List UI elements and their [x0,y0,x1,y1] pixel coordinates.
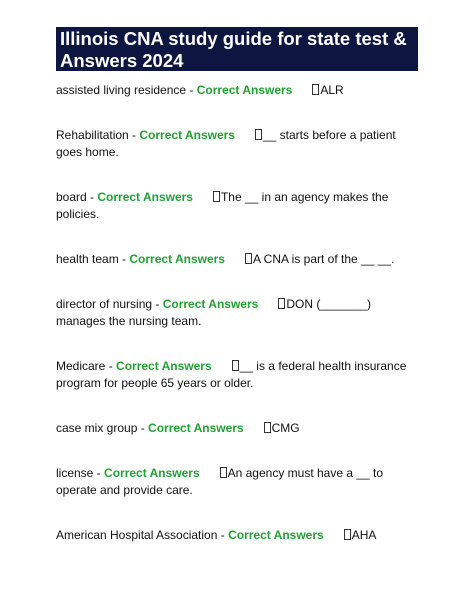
qa-separator: - [137,421,149,435]
qa-answer: ALR [320,83,344,97]
missing-glyph-icon [232,360,239,371]
qa-term: assisted living residence [56,83,187,97]
qa-answer: The __ in an agency makes the policies. [56,190,389,221]
missing-glyph-icon [344,529,351,540]
qa-separator: - [217,528,229,542]
qa-term: American Hospital Association [56,528,218,542]
qa-list [56,82,418,544]
qa-term: health team [56,252,119,266]
qa-entry [56,420,418,437]
qa-term: case mix group [56,421,138,435]
qa-entry [56,189,418,223]
qa-separator: - [118,252,130,266]
missing-glyph-icon [220,467,227,478]
missing-glyph-icon [245,253,252,264]
qa-answer: __ starts before a patient goes home. [56,128,396,159]
qa-answer: An agency must have a __ to operate and provide care. [56,466,384,497]
qa-term: license [56,466,94,480]
correct-answers-label: Correct Answers [116,359,212,373]
missing-glyph-icon [278,298,285,309]
missing-glyph-icon [255,129,262,140]
correct-answers-label: Correct Answers [129,252,225,266]
qa-term: director of nursing [56,297,153,311]
qa-entry [56,358,418,392]
qa-answer: AHA [351,528,377,542]
qa-separator: - [128,128,140,142]
qa-answer: CMG [271,421,300,435]
qa-term: board [56,190,87,204]
qa-entry [56,127,418,161]
qa-separator: - [186,83,197,97]
qa-separator: - [86,190,98,204]
missing-glyph-icon [264,422,271,433]
qa-answer: __ is a federal health insurance program for people 65 years or older. [56,359,407,390]
qa-entry [56,82,418,99]
correct-answers-label: Correct Answers [148,421,244,435]
missing-glyph-icon [312,84,319,95]
qa-answer: DON (_______) manages the nursing team. [56,297,372,328]
correct-answers-label: Correct Answers [162,297,259,311]
qa-entry [56,251,418,268]
correct-answers-label: Correct Answers [228,528,324,542]
missing-glyph-icon [213,191,220,202]
qa-entry [56,465,418,499]
qa-term: Rehabilitation [56,128,129,142]
correct-answers-label: Correct Answers [97,190,193,204]
qa-separator: - [93,466,105,480]
qa-separator: - [105,359,117,373]
qa-term: Medicare [56,359,106,373]
document-title: Illinois CNA study guide for state test & Answers 2024 [56,27,418,71]
correct-answers-label: Correct Answers [196,83,293,97]
qa-separator: - [152,297,163,311]
qa-entry [56,527,418,544]
correct-answers-label: Correct Answers [104,466,200,480]
qa-answer: A CNA is part of the __ __. [252,252,395,266]
qa-entry [56,296,418,330]
correct-answers-label: Correct Answers [139,128,235,142]
